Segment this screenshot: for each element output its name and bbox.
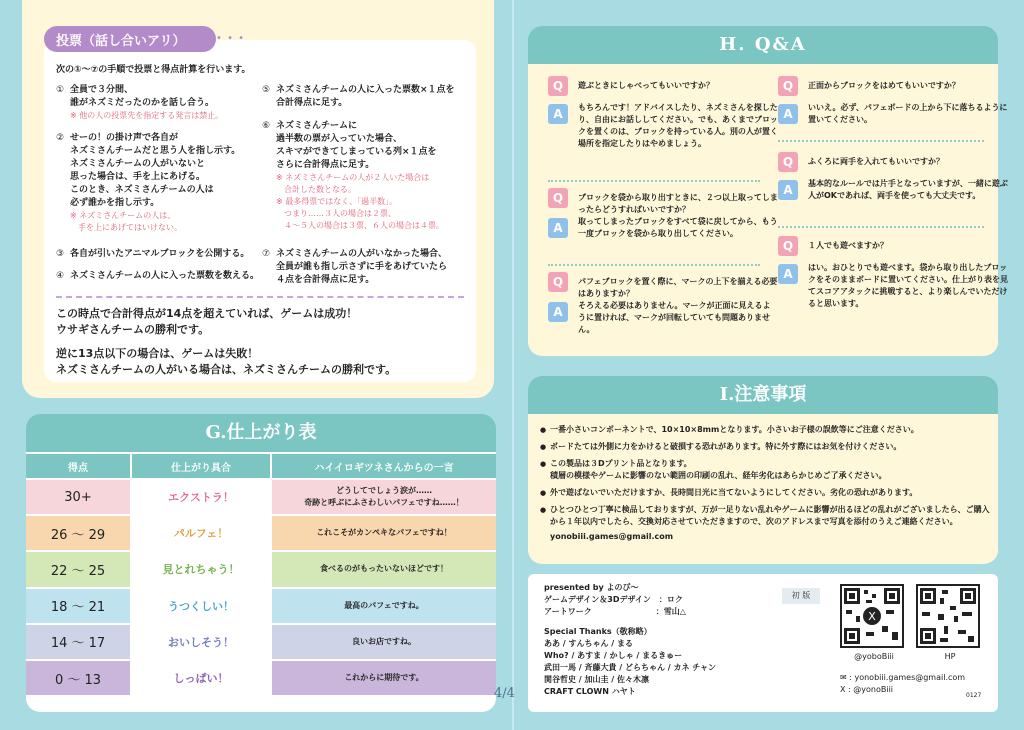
vote-step-4: ④ ネズミさんチームの人に入った票数を数える。 xyxy=(56,271,260,281)
finish-table-panel xyxy=(26,414,496,712)
page-number: 4/4 xyxy=(494,686,515,701)
notes-panel xyxy=(528,376,998,564)
finish-table-header xyxy=(26,452,496,478)
question-badge-icon: Q xyxy=(778,76,798,96)
finish-table-row xyxy=(26,659,496,695)
qa-separator xyxy=(778,226,984,228)
finish-table-row xyxy=(26,478,496,514)
vote-section-tab: 投票（話し合いアリ） xyxy=(44,26,216,52)
question-text: ふくろに両手を入れてもいいですか？ xyxy=(808,157,944,166)
row-score: 26 〜 29 xyxy=(26,516,132,550)
credit-mail[interactable]: ✉ : yonobiii.games@gmail.com xyxy=(840,673,966,682)
thanks-line: Who? / あすま / かしゃ / まるきゅー xyxy=(544,651,683,660)
header-grade: 仕上がり具合 xyxy=(132,454,272,478)
header-score: 得点 xyxy=(26,454,132,478)
question-text: 遊ぶときにしゃべってもいいですか？ xyxy=(578,81,714,90)
qa-separator xyxy=(548,180,760,182)
finish-table-row xyxy=(26,550,496,586)
qa-separator xyxy=(778,140,984,142)
answer-text: はい。おひとりでも遊べます。袋から取り出したブロックをそのままボードに置いてください。仕上がり表を見てスコアアタックに挑戦すると、より楽しんでいただけると思います。 xyxy=(808,263,1008,308)
qr2-label: HP xyxy=(944,652,956,661)
vote-result-success: この時点で合計得点が14点を超えていれば、ゲームは成功！ ウサギさんチームの勝利です。 xyxy=(56,307,358,336)
edition-badge: 初 版 xyxy=(782,588,820,604)
qr-code-x[interactable] xyxy=(840,584,904,648)
tab-dots-decoration: • • • xyxy=(216,33,246,44)
finish-table-title: G.仕上がり表 xyxy=(26,414,496,452)
answer-text: もちろんです！アドバイスしたり、ネズミさんを探したり、自由にお話ししてください。でも、あくまでブロックを置くのは、ブロックを持っている人。別の人が置く場所を指定したりはやめましょう。 xyxy=(578,103,778,148)
vote-intro-text: 次の①〜⑦の手順で投票と得点計算を行います。 xyxy=(56,65,251,75)
question-badge-icon: Q xyxy=(778,236,798,256)
svg-text:X: X xyxy=(868,610,876,623)
vote-step-6: ⑥ ネズミさんチームに 過半数の票が入っていた場合、 スキマができてしまっている列×１点を さらに合計得点に足す。 ※ ネズミさんチームの人が２人いた場合は 合計した数となる。 ※ 最多得票ではなく、「過半数」。 つまり……３人の場合は２票、 ４〜５人の場合は３票、６人の場合は４票。 xyxy=(262,121,444,230)
credit-design: ゲームデザイン＆3Dデザイン ：ロク xyxy=(544,595,683,604)
vote-step-3: ③ 各自が引いたアニマルブロックを公開する。 xyxy=(56,249,250,259)
answer-badge-icon: A xyxy=(778,104,798,124)
question-badge-icon: Q xyxy=(548,188,568,208)
page-fold-divider xyxy=(512,0,514,730)
row-comment: どうしてでしょう涙が…… 奇跡と呼ぶにふさわしいパフェですね……！ xyxy=(272,480,496,514)
answer-text: 取ってしまったブロックをすべて袋に戻してから、もう一度ブロックを袋から取り出してください。 xyxy=(578,217,778,238)
row-comment: 良いお店ですね。 xyxy=(272,625,496,659)
qa-separator xyxy=(548,264,760,266)
question-badge-icon: Q xyxy=(778,152,798,172)
row-grade: パルフェ！ xyxy=(132,516,272,550)
question-text: 正面からブロックをはめてもいいですか？ xyxy=(808,81,960,90)
note-item: ● 一番小さいコンポーネントで、10×10×8mmとなります。小さいお子様の誤飲等にご注意ください。 xyxy=(540,424,990,436)
notes-title: I.注意事項 xyxy=(528,376,998,414)
row-score: 0 〜 13 xyxy=(26,661,132,695)
finish-table-row xyxy=(26,587,496,623)
row-grade: おいしそう！ xyxy=(132,625,272,659)
note-item: ● 外で遊ばないでいただけますか、長時間日光に当てないようにしてください。劣化の恐れがあります。 xyxy=(540,487,990,499)
question-text: パフェブロックを置く際に、マークの上下を揃える必要はありますか？ xyxy=(578,277,778,298)
row-score: 18 〜 21 xyxy=(26,589,132,623)
row-comment: これこそがカンペキなパフェですね！ xyxy=(272,516,496,550)
answer-text: 基本的なルールでは片手となっていますが、一緒に遊ぶ人がOKであれば、両手を使っても大丈夫です。 xyxy=(808,179,1008,200)
answer-badge-icon: A xyxy=(778,180,798,200)
qr-pattern-icon xyxy=(842,586,902,646)
thanks-line: 関谷哲史 / 加山圭 / 佐々木凛 xyxy=(544,675,649,684)
row-grade: しっぱい！ xyxy=(132,661,272,695)
question-badge-icon: Q xyxy=(548,76,568,96)
qr-code-hp[interactable] xyxy=(916,584,980,648)
row-comment: 最高のパフェですね。 xyxy=(272,589,496,623)
row-comment: 食べるのがもったいないほどです！ xyxy=(272,552,496,586)
thanks-line: 武田一馬 / 斉藤大貴 / どらちゃん / カネ チャン xyxy=(544,663,717,672)
vote-result-failure: 逆に13点以下の場合は、ゲームは失敗！ ネズミさんチームの人がいる場合は、ネズミさんチームの勝利です。 xyxy=(56,347,397,376)
thanks-title: Special Thanks（敬称略） xyxy=(544,627,652,636)
answer-text: そろえる必要はありません。マークが正面に見えるように置ければ、マークが回転していても問題ありません。 xyxy=(578,301,771,334)
note-item: ● ボードたては外側に力をかけると破損する恐れがあります。特に外す際にはお気を付けください。 xyxy=(540,441,990,453)
vote-step-2: ② せーの！の掛け声で各自が ネズミさんチームだと思う人を指し示す。 ネズミさんチームの人がいないと 思った場合は、手を上にあげる。 このとき、ネズミさんチームの人は 必ず誰かを指し示す。 ※ ネズミさんチームの人は、 手を上にあげてはいけない。 xyxy=(56,133,241,232)
thanks-line: ああ / すんちゃん / まる xyxy=(544,639,633,648)
vote-step-7: ⑦ ネズミさんチームの人がいなかった場合、 全員が誰も指し示さずに手をあげていたら ４点を合計得点に足す。 xyxy=(262,249,448,285)
answer-badge-icon: A xyxy=(548,218,568,238)
credit-presented: presented by よのび〜 xyxy=(544,583,639,592)
qa-title: H. Q&A xyxy=(528,26,998,64)
header-comment: ハイイロギツネさんからの一言 xyxy=(314,462,454,474)
credit-art: アートワーク ：雪山△ xyxy=(544,607,686,616)
finish-table-row xyxy=(26,623,496,659)
row-grade: 見とれちゃう！ xyxy=(132,552,272,586)
answer-badge-icon: A xyxy=(548,104,568,124)
thanks-line: CRAFT CLOWN ハヤト xyxy=(544,687,636,696)
vote-step-1: ① 全員で３分間、 誰がネズミだったのかを話し合う。 ※ 他の人の投票先を指定する発言は禁止。 xyxy=(56,85,224,120)
answer-badge-icon: A xyxy=(548,302,568,322)
credit-x[interactable]: X : @yonoBiii xyxy=(840,685,894,694)
vote-divider xyxy=(56,296,464,298)
row-comment: これからに期待です。 xyxy=(272,661,496,695)
qr-pattern-icon xyxy=(918,586,978,646)
answer-text: いいえ。必ず、パフェボードの上から下に落ちるように置いてください。 xyxy=(808,103,1008,124)
note-item: ● この製品は３Dプリント品となります。 積層の模様やゲームに影響のない範囲の印刷の乱れ、経年劣化はあらかじめご了承ください。 xyxy=(540,458,990,482)
vote-step-5: ⑤ ネズミさんチームの人に入った票数×１点を 合計得点に足す。 xyxy=(262,85,455,108)
qr1-label: @yoboBiii xyxy=(854,652,894,661)
row-score: 22 〜 25 xyxy=(26,552,132,586)
notes-list xyxy=(540,424,990,543)
row-score: 30+ xyxy=(26,480,132,514)
finish-table-row xyxy=(26,514,496,550)
answer-badge-icon: A xyxy=(778,264,798,284)
question-text: ブロックを袋から取り出すときに、２つ以上取ってしまったらどうすればいいですか？ xyxy=(578,193,778,214)
contact-email[interactable]: yonobiii.games@gmail.com xyxy=(550,532,674,541)
row-grade: うつくしい！ xyxy=(132,589,272,623)
note-item: ● ひとつひとつ丁寧に検品しておりますが、万が一足りない乱れやゲームに影響が出るほどの乱れがございましたら、ご購入から１年以内でしたら、交換対応させていただきますので、次のアドレスまで写真を添付のうえご連絡ください。 xyxy=(540,504,990,528)
row-grade: エクストラ！ xyxy=(132,480,272,514)
product-code: 0127 xyxy=(966,692,982,699)
question-badge-icon: Q xyxy=(548,272,568,292)
question-text: １人でも遊べますか？ xyxy=(808,241,888,250)
row-score: 14 〜 17 xyxy=(26,625,132,659)
